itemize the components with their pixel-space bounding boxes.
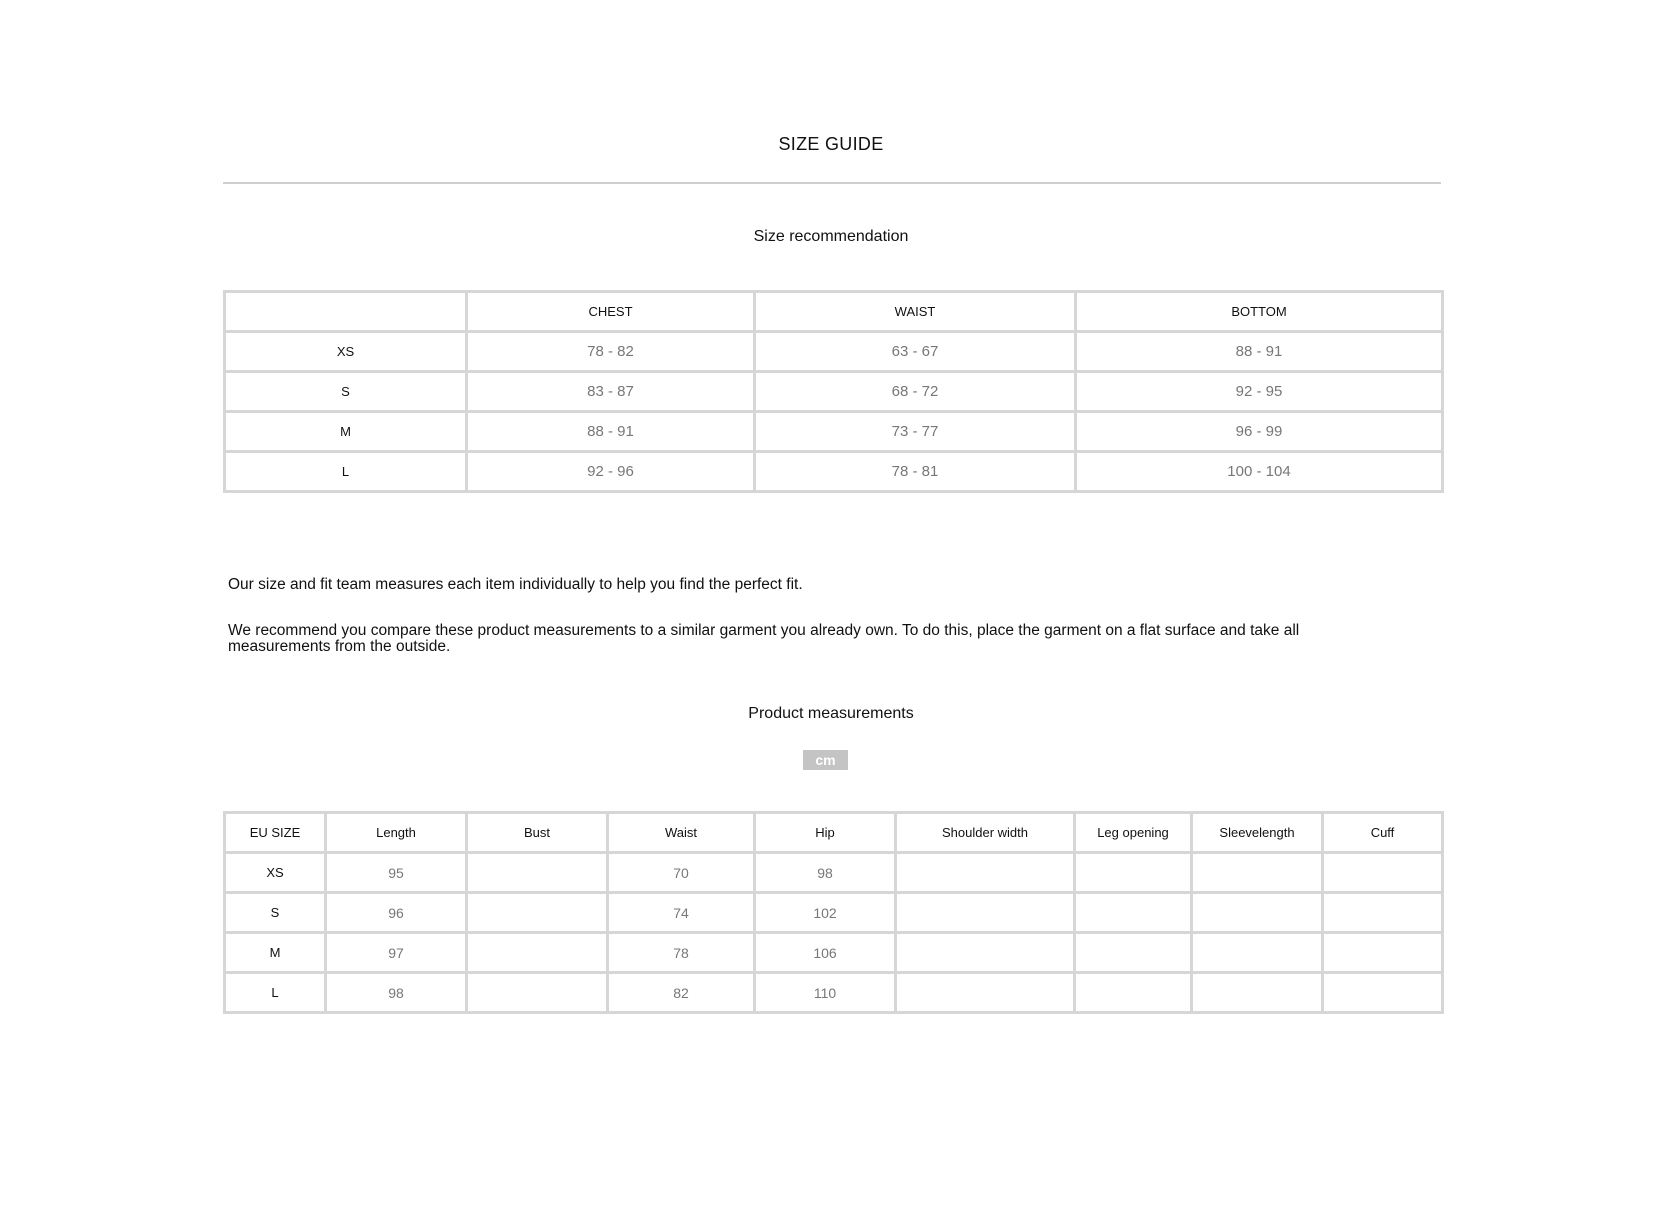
size-label: M bbox=[225, 412, 467, 452]
waist-value: 74 bbox=[608, 893, 755, 933]
sleevelength-value bbox=[1192, 853, 1323, 893]
waist-value: 73 - 77 bbox=[755, 412, 1076, 452]
table-header-row bbox=[225, 292, 1443, 332]
waist-value: 78 - 81 bbox=[755, 452, 1076, 492]
chest-value: 78 - 82 bbox=[467, 332, 755, 372]
cuff-value bbox=[1323, 973, 1443, 1013]
bust-value bbox=[467, 853, 608, 893]
sleevelength-value bbox=[1192, 933, 1323, 973]
cuff-value bbox=[1323, 893, 1443, 933]
column-header-hip: Hip bbox=[755, 813, 896, 853]
shoulder-width-value bbox=[896, 893, 1075, 933]
size-label: XS bbox=[225, 853, 326, 893]
page-title: SIZE GUIDE bbox=[778, 134, 884, 154]
size-label: L bbox=[225, 452, 467, 492]
column-header-shoulder-width: Shoulder width bbox=[896, 813, 1075, 853]
column-header-leg-opening: Leg opening bbox=[1075, 813, 1192, 853]
table-row bbox=[225, 332, 1443, 372]
size-label: L bbox=[225, 973, 326, 1013]
shoulder-width-value bbox=[896, 853, 1075, 893]
length-value: 97 bbox=[326, 933, 467, 973]
size-label: S bbox=[225, 372, 467, 412]
size-recommendation-heading: Size recommendation bbox=[753, 228, 909, 245]
length-value: 96 bbox=[326, 893, 467, 933]
column-header-bottom: BOTTOM bbox=[1076, 292, 1443, 332]
shoulder-width-value bbox=[896, 973, 1075, 1013]
chest-value: 92 - 96 bbox=[467, 452, 755, 492]
size-recommendation-table bbox=[223, 290, 1444, 493]
waist-value: 78 bbox=[608, 933, 755, 973]
leg-opening-value bbox=[1075, 893, 1192, 933]
column-header-length: Length bbox=[326, 813, 467, 853]
bottom-value: 100 - 104 bbox=[1076, 452, 1443, 492]
waist-value: 82 bbox=[608, 973, 755, 1013]
table-row bbox=[225, 893, 1443, 933]
hip-value: 98 bbox=[755, 853, 896, 893]
shoulder-width-value bbox=[896, 933, 1075, 973]
length-value: 95 bbox=[326, 853, 467, 893]
column-header-bust: Bust bbox=[467, 813, 608, 853]
hip-value: 102 bbox=[755, 893, 896, 933]
column-header-sleevelength: Sleevelength bbox=[1192, 813, 1323, 853]
column-header-waist: Waist bbox=[608, 813, 755, 853]
fit-team-paragraph: Our size and fit team measures each item individually to help you find the perfect fit. bbox=[228, 576, 803, 593]
table-row bbox=[225, 412, 1443, 452]
table-row bbox=[225, 973, 1443, 1013]
leg-opening-value bbox=[1075, 933, 1192, 973]
sleevelength-value bbox=[1192, 973, 1323, 1013]
unit-toggle-cm[interactable]: cm bbox=[803, 750, 848, 770]
sleevelength-value bbox=[1192, 893, 1323, 933]
column-header-waist: WAIST bbox=[755, 292, 1076, 332]
hip-value: 110 bbox=[755, 973, 896, 1013]
leg-opening-value bbox=[1075, 853, 1192, 893]
column-header-chest: CHEST bbox=[467, 292, 755, 332]
column-header bbox=[225, 292, 467, 332]
length-value: 98 bbox=[326, 973, 467, 1013]
bottom-value: 88 - 91 bbox=[1076, 332, 1443, 372]
size-label: S bbox=[225, 893, 326, 933]
waist-value: 70 bbox=[608, 853, 755, 893]
product-measurements-heading: Product measurements bbox=[748, 705, 914, 722]
table-row bbox=[225, 853, 1443, 893]
cuff-value bbox=[1323, 933, 1443, 973]
bust-value bbox=[467, 933, 608, 973]
chest-value: 83 - 87 bbox=[467, 372, 755, 412]
table-row bbox=[225, 933, 1443, 973]
bust-value bbox=[467, 893, 608, 933]
table-header-row bbox=[225, 813, 1443, 853]
table-row bbox=[225, 452, 1443, 492]
table-row bbox=[225, 372, 1443, 412]
hip-value: 106 bbox=[755, 933, 896, 973]
waist-value: 63 - 67 bbox=[755, 332, 1076, 372]
cuff-value bbox=[1323, 853, 1443, 893]
leg-opening-value bbox=[1075, 973, 1192, 1013]
waist-value: 68 - 72 bbox=[755, 372, 1076, 412]
size-label: M bbox=[225, 933, 326, 973]
column-header-eu-size: EU SIZE bbox=[225, 813, 326, 853]
product-measurements-table bbox=[223, 811, 1444, 1014]
bust-value bbox=[467, 973, 608, 1013]
bottom-value: 92 - 95 bbox=[1076, 372, 1443, 412]
chest-value: 88 - 91 bbox=[467, 412, 755, 452]
size-label: XS bbox=[225, 332, 467, 372]
compare-measurements-paragraph: We recommend you compare these product measurements to a similar garment you already own. To do this, place the garment on a flat surface and take all measurements from the outside. bbox=[228, 622, 1300, 655]
column-header-cuff: Cuff bbox=[1323, 813, 1443, 853]
bottom-value: 96 - 99 bbox=[1076, 412, 1443, 452]
title-divider bbox=[223, 182, 1441, 184]
